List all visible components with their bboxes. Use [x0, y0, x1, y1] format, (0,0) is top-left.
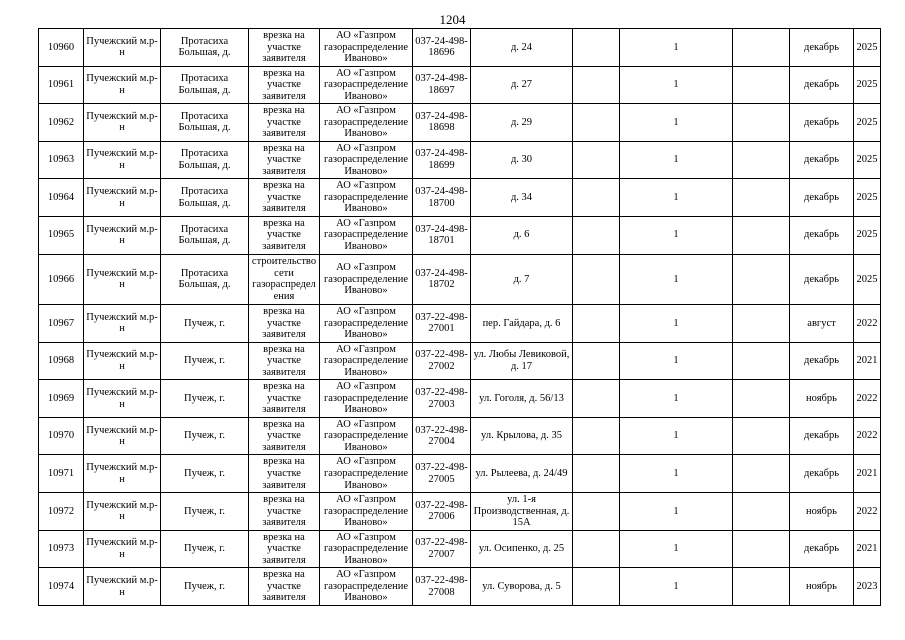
- address-cell: д. 24: [471, 29, 573, 67]
- object-code-cell: 037-22-498-27003: [413, 380, 471, 418]
- empty-cell: [733, 216, 790, 254]
- year-cell: 2025: [854, 141, 881, 179]
- organization-cell: АО «Газпром газораспределение Иваново»: [320, 493, 413, 531]
- row-number-cell: 10971: [39, 455, 84, 493]
- count-cell: 1: [620, 342, 733, 380]
- object-code-cell: 037-22-498-27008: [413, 568, 471, 606]
- year-cell: 2025: [854, 29, 881, 67]
- table-row: [39, 493, 881, 531]
- work-type-cell: врезка на участке заявителя: [249, 530, 320, 568]
- empty-cell: [573, 29, 620, 67]
- organization-cell: АО «Газпром газораспределение Иваново»: [320, 254, 413, 305]
- locality-cell: Пучеж, г.: [161, 417, 249, 455]
- count-cell: 1: [620, 568, 733, 606]
- district-cell: Пучежский м.р-н: [84, 455, 161, 493]
- empty-cell: [733, 305, 790, 343]
- organization-cell: АО «Газпром газораспределение Иваново»: [320, 141, 413, 179]
- empty-cell: [733, 29, 790, 67]
- table-row: [39, 66, 881, 104]
- table-row: [39, 305, 881, 343]
- row-number-cell: 10970: [39, 417, 84, 455]
- count-cell: 1: [620, 493, 733, 531]
- count-cell: 1: [620, 305, 733, 343]
- month-cell: ноябрь: [790, 493, 854, 531]
- year-cell: 2022: [854, 305, 881, 343]
- count-cell: 1: [620, 141, 733, 179]
- district-cell: Пучежский м.р-н: [84, 380, 161, 418]
- table-row: [39, 380, 881, 418]
- count-cell: 1: [620, 455, 733, 493]
- count-cell: 1: [620, 380, 733, 418]
- locality-cell: Пучеж, г.: [161, 305, 249, 343]
- year-cell: 2025: [854, 104, 881, 142]
- locality-cell: Пучеж, г.: [161, 342, 249, 380]
- registry-table: [38, 28, 881, 606]
- year-cell: 2023: [854, 568, 881, 606]
- object-code-cell: 037-22-498-27006: [413, 493, 471, 531]
- table-row: [39, 104, 881, 142]
- row-number-cell: 10969: [39, 380, 84, 418]
- row-number-cell: 10960: [39, 29, 84, 67]
- month-cell: декабрь: [790, 455, 854, 493]
- month-cell: декабрь: [790, 141, 854, 179]
- count-cell: 1: [620, 104, 733, 142]
- object-code-cell: 037-24-498-18698: [413, 104, 471, 142]
- year-cell: 2021: [854, 455, 881, 493]
- work-type-cell: врезка на участке заявителя: [249, 305, 320, 343]
- locality-cell: Пучеж, г.: [161, 493, 249, 531]
- work-type-cell: врезка на участке заявителя: [249, 104, 320, 142]
- work-type-cell: врезка на участке заявителя: [249, 568, 320, 606]
- table-row: [39, 141, 881, 179]
- address-cell: д. 6: [471, 216, 573, 254]
- address-cell: д. 34: [471, 179, 573, 217]
- empty-cell: [573, 530, 620, 568]
- object-code-cell: 037-24-498-18697: [413, 66, 471, 104]
- object-code-cell: 037-22-498-27005: [413, 455, 471, 493]
- address-cell: ул. Рылеева, д. 24/49: [471, 455, 573, 493]
- locality-cell: Протасиха Большая, д.: [161, 254, 249, 305]
- address-cell: д. 29: [471, 104, 573, 142]
- month-cell: ноябрь: [790, 380, 854, 418]
- row-number-cell: 10973: [39, 530, 84, 568]
- count-cell: 1: [620, 254, 733, 305]
- organization-cell: АО «Газпром газораспределение Иваново»: [320, 66, 413, 104]
- work-type-cell: строительство сети газораспределения: [249, 254, 320, 305]
- empty-cell: [573, 455, 620, 493]
- district-cell: Пучежский м.р-н: [84, 29, 161, 67]
- empty-cell: [733, 179, 790, 217]
- work-type-cell: врезка на участке заявителя: [249, 455, 320, 493]
- table-row: [39, 29, 881, 67]
- locality-cell: Протасиха Большая, д.: [161, 29, 249, 67]
- month-cell: декабрь: [790, 216, 854, 254]
- count-cell: 1: [620, 29, 733, 67]
- registry-body: [39, 29, 881, 606]
- empty-cell: [733, 104, 790, 142]
- year-cell: 2022: [854, 417, 881, 455]
- table-row: [39, 179, 881, 217]
- year-cell: 2022: [854, 493, 881, 531]
- object-code-cell: 037-24-498-18702: [413, 254, 471, 305]
- district-cell: Пучежский м.р-н: [84, 254, 161, 305]
- empty-cell: [573, 380, 620, 418]
- object-code-cell: 037-22-498-27007: [413, 530, 471, 568]
- object-code-cell: 037-24-498-18699: [413, 141, 471, 179]
- organization-cell: АО «Газпром газораспределение Иваново»: [320, 417, 413, 455]
- district-cell: Пучежский м.р-н: [84, 568, 161, 606]
- address-cell: ул. Гоголя, д. 56/13: [471, 380, 573, 418]
- address-cell: ул. Осипенко, д. 25: [471, 530, 573, 568]
- table-row: [39, 254, 881, 305]
- row-number-cell: 10968: [39, 342, 84, 380]
- empty-cell: [733, 254, 790, 305]
- month-cell: ноябрь: [790, 568, 854, 606]
- object-code-cell: 037-22-498-27002: [413, 342, 471, 380]
- address-cell: д. 30: [471, 141, 573, 179]
- organization-cell: АО «Газпром газораспределение Иваново»: [320, 530, 413, 568]
- empty-cell: [733, 66, 790, 104]
- year-cell: 2025: [854, 66, 881, 104]
- district-cell: Пучежский м.р-н: [84, 66, 161, 104]
- organization-cell: АО «Газпром газораспределение Иваново»: [320, 29, 413, 67]
- work-type-cell: врезка на участке заявителя: [249, 216, 320, 254]
- year-cell: 2021: [854, 530, 881, 568]
- count-cell: 1: [620, 179, 733, 217]
- year-cell: 2025: [854, 179, 881, 217]
- empty-cell: [733, 568, 790, 606]
- row-number-cell: 10974: [39, 568, 84, 606]
- locality-cell: Протасиха Большая, д.: [161, 179, 249, 217]
- locality-cell: Пучеж, г.: [161, 568, 249, 606]
- month-cell: август: [790, 305, 854, 343]
- month-cell: декабрь: [790, 179, 854, 217]
- row-number-cell: 10964: [39, 179, 84, 217]
- locality-cell: Протасиха Большая, д.: [161, 216, 249, 254]
- row-number-cell: 10961: [39, 66, 84, 104]
- empty-cell: [733, 493, 790, 531]
- count-cell: 1: [620, 216, 733, 254]
- month-cell: декабрь: [790, 530, 854, 568]
- empty-cell: [573, 216, 620, 254]
- organization-cell: АО «Газпром газораспределение Иваново»: [320, 342, 413, 380]
- empty-cell: [573, 104, 620, 142]
- table-row: [39, 216, 881, 254]
- organization-cell: АО «Газпром газораспределение Иваново»: [320, 305, 413, 343]
- work-type-cell: врезка на участке заявителя: [249, 493, 320, 531]
- empty-cell: [573, 342, 620, 380]
- empty-cell: [573, 179, 620, 217]
- object-code-cell: 037-24-498-18696: [413, 29, 471, 67]
- count-cell: 1: [620, 530, 733, 568]
- locality-cell: Протасиха Большая, д.: [161, 104, 249, 142]
- row-number-cell: 10966: [39, 254, 84, 305]
- row-number-cell: 10972: [39, 493, 84, 531]
- locality-cell: Пучеж, г.: [161, 455, 249, 493]
- district-cell: Пучежский м.р-н: [84, 216, 161, 254]
- empty-cell: [733, 455, 790, 493]
- table-row: [39, 530, 881, 568]
- year-cell: 2022: [854, 380, 881, 418]
- month-cell: декабрь: [790, 66, 854, 104]
- empty-cell: [573, 305, 620, 343]
- district-cell: Пучежский м.р-н: [84, 141, 161, 179]
- month-cell: декабрь: [790, 29, 854, 67]
- work-type-cell: врезка на участке заявителя: [249, 66, 320, 104]
- district-cell: Пучежский м.р-н: [84, 342, 161, 380]
- organization-cell: АО «Газпром газораспределение Иваново»: [320, 216, 413, 254]
- row-number-cell: 10962: [39, 104, 84, 142]
- organization-cell: АО «Газпром газораспределение Иваново»: [320, 104, 413, 142]
- work-type-cell: врезка на участке заявителя: [249, 179, 320, 217]
- work-type-cell: врезка на участке заявителя: [249, 29, 320, 67]
- empty-cell: [733, 141, 790, 179]
- organization-cell: АО «Газпром газораспределение Иваново»: [320, 179, 413, 217]
- count-cell: 1: [620, 66, 733, 104]
- month-cell: декабрь: [790, 104, 854, 142]
- organization-cell: АО «Газпром газораспределение Иваново»: [320, 568, 413, 606]
- empty-cell: [573, 417, 620, 455]
- district-cell: Пучежский м.р-н: [84, 493, 161, 531]
- district-cell: Пучежский м.р-н: [84, 305, 161, 343]
- count-cell: 1: [620, 417, 733, 455]
- month-cell: декабрь: [790, 342, 854, 380]
- district-cell: Пучежский м.р-н: [84, 179, 161, 217]
- empty-cell: [573, 66, 620, 104]
- table-row: [39, 455, 881, 493]
- work-type-cell: врезка на участке заявителя: [249, 380, 320, 418]
- month-cell: декабрь: [790, 417, 854, 455]
- address-cell: ул. Суворова, д. 5: [471, 568, 573, 606]
- address-cell: ул. 1-я Производственная, д. 15А: [471, 493, 573, 531]
- month-cell: декабрь: [790, 254, 854, 305]
- district-cell: Пучежский м.р-н: [84, 530, 161, 568]
- object-code-cell: 037-24-498-18700: [413, 179, 471, 217]
- locality-cell: Пучеж, г.: [161, 530, 249, 568]
- address-cell: ул. Крылова, д. 35: [471, 417, 573, 455]
- empty-cell: [733, 380, 790, 418]
- year-cell: 2025: [854, 216, 881, 254]
- organization-cell: АО «Газпром газораспределение Иваново»: [320, 455, 413, 493]
- empty-cell: [733, 417, 790, 455]
- year-cell: 2025: [854, 254, 881, 305]
- row-number-cell: 10965: [39, 216, 84, 254]
- table-row: [39, 568, 881, 606]
- empty-cell: [573, 254, 620, 305]
- empty-cell: [733, 530, 790, 568]
- object-code-cell: 037-24-498-18701: [413, 216, 471, 254]
- empty-cell: [573, 568, 620, 606]
- page-number: 1204: [439, 12, 466, 27]
- object-code-cell: 037-22-498-27001: [413, 305, 471, 343]
- locality-cell: Протасиха Большая, д.: [161, 141, 249, 179]
- row-number-cell: 10967: [39, 305, 84, 343]
- address-cell: д. 27: [471, 66, 573, 104]
- district-cell: Пучежский м.р-н: [84, 417, 161, 455]
- address-cell: ул. Любы Левиковой, д. 17: [471, 342, 573, 380]
- locality-cell: Протасиха Большая, д.: [161, 66, 249, 104]
- organization-cell: АО «Газпром газораспределение Иваново»: [320, 380, 413, 418]
- table-row: [39, 342, 881, 380]
- empty-cell: [733, 342, 790, 380]
- work-type-cell: врезка на участке заявителя: [249, 342, 320, 380]
- year-cell: 2021: [854, 342, 881, 380]
- district-cell: Пучежский м.р-н: [84, 104, 161, 142]
- empty-cell: [573, 141, 620, 179]
- address-cell: пер. Гайдара, д. 6: [471, 305, 573, 343]
- object-code-cell: 037-22-498-27004: [413, 417, 471, 455]
- locality-cell: Пучеж, г.: [161, 380, 249, 418]
- table-row: [39, 417, 881, 455]
- work-type-cell: врезка на участке заявителя: [249, 417, 320, 455]
- work-type-cell: врезка на участке заявителя: [249, 141, 320, 179]
- address-cell: д. 7: [471, 254, 573, 305]
- row-number-cell: 10963: [39, 141, 84, 179]
- empty-cell: [573, 493, 620, 531]
